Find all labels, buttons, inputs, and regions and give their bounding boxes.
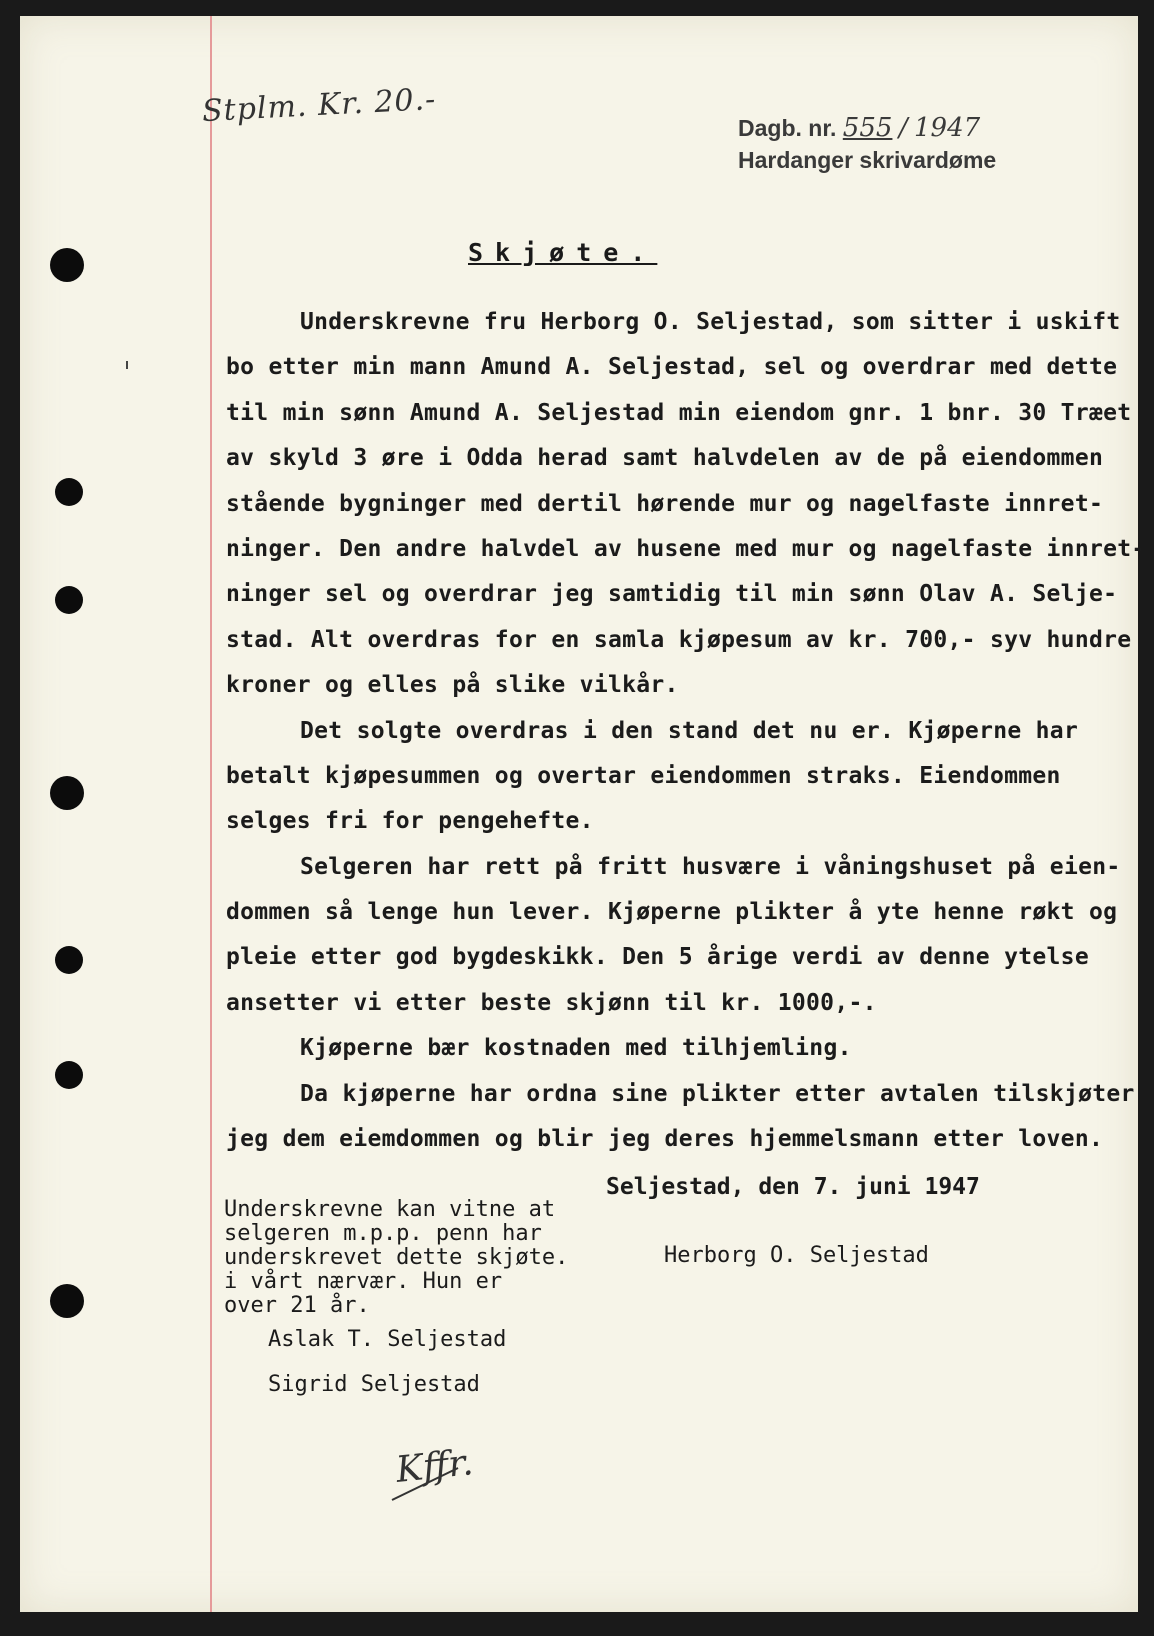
- punch-hole: [50, 776, 84, 810]
- initials-underline-stroke: [388, 1464, 468, 1504]
- place-date: Seljestad, den 7. juni 1947: [606, 1174, 980, 1200]
- body-line: Kjøperne bær kostnaden med tilhjemling.: [300, 1035, 852, 1062]
- body-line: selges fri for pengehefte.: [226, 808, 594, 835]
- punch-hole: [55, 478, 83, 506]
- body-line: stad. Alt overdras for en samla kjøpesum av kr. 700,- syv hundre: [226, 626, 1132, 653]
- seller-signature: Herborg O. Seljestad: [664, 1243, 929, 1268]
- body-line: Underskrevne fru Herborg O. Seljestad, som sitter i uskift: [300, 309, 1121, 335]
- body-line: betalt kjøpesummen og overtar eiendommen straks. Eiendommen: [226, 762, 1061, 789]
- stamp-duty-note: Stplm. Kr. 20.-: [201, 81, 438, 130]
- body-line: Selgeren har rett på fritt husvære i våningshuset på eien-: [300, 853, 1121, 880]
- witness-signature-2: Sigrid Seljestad: [268, 1372, 480, 1397]
- body-line: Det solgte overdras i den stand det nu er. Kjøperne har: [300, 717, 1079, 744]
- document-page: [20, 16, 1146, 1612]
- witness-statement-line: i vårt nærvær. Hun er: [224, 1269, 503, 1294]
- witness-statement-line: over 21 år.: [224, 1293, 370, 1318]
- body-line: ninger sel og overdrar jeg samtidig til min sønn Olav A. Selje-: [226, 581, 1118, 608]
- body-line: jeg dem eiemdommen og blir jeg deres hjemmelsmann etter loven.: [226, 1126, 1104, 1153]
- body-line: av skyld 3 øre i Odda herad samt halvdelen av de på eiendommen: [226, 445, 1104, 472]
- body-line: til min sønn Amund A. Seljestad min eiendom gnr. 1 bnr. 30 Træet: [226, 399, 1132, 426]
- margin-line: [210, 16, 212, 1612]
- witness-statement: [224, 1198, 568, 1318]
- body-line: pleie etter god bygdeskikk. Den 5 årige verdi av denne ytelse: [226, 944, 1089, 971]
- witness-statement-line: selgeren m.p.p. penn har: [224, 1221, 542, 1246]
- punch-hole: [55, 946, 83, 974]
- body-line: ninger. Den andre halvdel av husene med mur og nagelfaste innret-: [226, 535, 1146, 562]
- clerk-initials: Kffr.: [394, 1442, 476, 1491]
- body-line: stående bygninger med dertil hørende mur og nagelfaste innret-: [226, 490, 1104, 517]
- punch-hole: [50, 1284, 84, 1318]
- document-title: Skjøte.: [468, 238, 658, 267]
- stray-mark: [126, 361, 128, 369]
- body-line: kroner og elles på slike vilkår.: [226, 672, 679, 699]
- body-line: Da kjøperne har ordna sine plikter etter avtalen tilskjøter: [300, 1080, 1135, 1107]
- document-body: [226, 300, 1146, 1162]
- stamp-separator: /: [898, 113, 908, 143]
- body-line: bo etter min mann Amund A. Seljestad, sel og overdrar med dette: [226, 354, 1118, 381]
- registry-stamp: [738, 112, 996, 176]
- punch-hole: [50, 248, 84, 282]
- stamp-diary-number: 555: [842, 113, 893, 143]
- witness-statement-line: Underskrevne kan vitne at: [224, 1197, 556, 1222]
- punch-hole: [55, 1061, 83, 1089]
- stamp-diary-line: [738, 112, 996, 144]
- punch-hole: [55, 586, 83, 614]
- witness-signature-1: Aslak T. Seljestad: [268, 1327, 507, 1352]
- body-line: ansetter vi etter beste skjønn til kr. 1000,-.: [226, 989, 877, 1016]
- stamp-office: Hardanger skrivardøme: [738, 147, 997, 173]
- stamp-year: 1947: [913, 113, 981, 143]
- witness-statement-line: underskrevet dette skjøte.: [224, 1245, 569, 1270]
- stamp-diary-prefix: Dagb. nr.: [738, 115, 837, 141]
- body-line: dommen så lenge hun lever. Kjøperne plikter å yte henne røkt og: [226, 899, 1118, 926]
